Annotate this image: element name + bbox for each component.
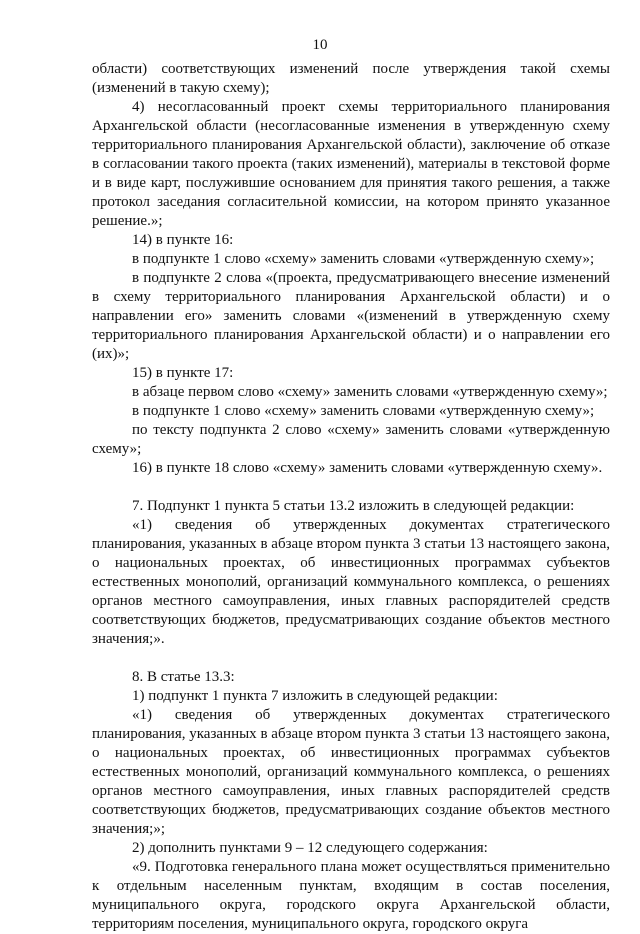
- paragraph-section-8-item-1-text: «1) сведения об утвержденных документах стратегического планирования, указанных в абзаце втором пункта 3 статьи 13 настоящего закона, о национальных проектах, об инвестиционных программах субъектов естественных монополий, организаций коммунального комплекса, о решениях органов местного самоуправления, иных главных распорядителей средств соответствующих бюджетов, предусматривающих создание объектов местного значения;»;: [92, 707, 610, 837]
- paragraph-item-4: 4) несогласованный проект схемы территориального планирования Архангельской области (несогласованные изменения в утвержденную схему территориального планирования Архангельской области), заключение об отказе в согласовании такого проекта (таких изменений), материалы в текстовой форме и в виде карт, послужившие основанием для принятия такого решения, а также протокол заседания согласительной комиссии, на котором принято указанное решение.»;: [92, 99, 610, 229]
- paragraph-item-15-sub-2: по тексту подпункта 2 слово «схему» заменить словами «утвержденную схему»;: [92, 422, 610, 457]
- document-body: [92, 60, 610, 934]
- paragraph-item-14-sub-2: в подпункте 2 слова «(проекта, предусматривающего внесение изменений в схему территориального планирования Архангельской области) и о направлении его» заменить словами «(изменений в утвержденную схему территориального планирования Архангельской области) и о направлении его (их)»;: [92, 270, 610, 362]
- paragraph-section-7: 7. Подпункт 1 пункта 5 статьи 13.2 изложить в следующей редакции:: [132, 498, 575, 514]
- paragraph-item-15: 15) в пункте 17:: [132, 365, 234, 381]
- paragraph-item-16: 16) в пункте 18 слово «схему» заменить словами «утвержденную схему».: [132, 460, 603, 476]
- paragraph-section-8-item-9: «9. Подготовка генерального плана может осуществляться применительно к отдельным населенным пунктам, входящим в состав поселения, муниципального округа, городского округа Архангельской области, территориям поселения, муниципального округа, городского округа: [92, 859, 610, 932]
- paragraph-section-8-item-1: 1) подпункт 1 пункта 7 изложить в следующей редакции:: [132, 688, 498, 704]
- page-number: 10: [312, 37, 328, 53]
- paragraph-section-8-item-2: 2) дополнить пунктами 9 – 12 следующего содержания:: [132, 840, 488, 856]
- paragraph-section-8: 8. В статье 13.3:: [132, 669, 235, 685]
- paragraph-item-15-sub-1: в подпункте 1 слово «схему» заменить словами «утвержденную схему»;: [132, 403, 595, 419]
- paragraph-item-14-sub-1: в подпункте 1 слово «схему» заменить словами «утвержденную схему»;: [132, 251, 595, 267]
- paragraph-item-14: 14) в пункте 16:: [132, 232, 234, 248]
- paragraph-section-7-text: «1) сведения об утвержденных документах стратегического планирования, указанных в абзаце втором пункта 3 статьи 13 настоящего закона, о национальных проектах, об инвестиционных программах субъектов естественных монополий, организаций коммунального комплекса, о решениях органов местного самоуправления, иных главных распорядителей средств соответствующих бюджетов, предусматривающих создание объектов местного значения;».: [92, 517, 610, 647]
- paragraph-continuation: области) соответствующих изменений после утверждения такой схемы (изменений в такую схему);: [92, 61, 610, 96]
- paragraph-item-15-first: в абзаце первом слово «схему» заменить словами «утвержденную схему»;: [132, 384, 608, 400]
